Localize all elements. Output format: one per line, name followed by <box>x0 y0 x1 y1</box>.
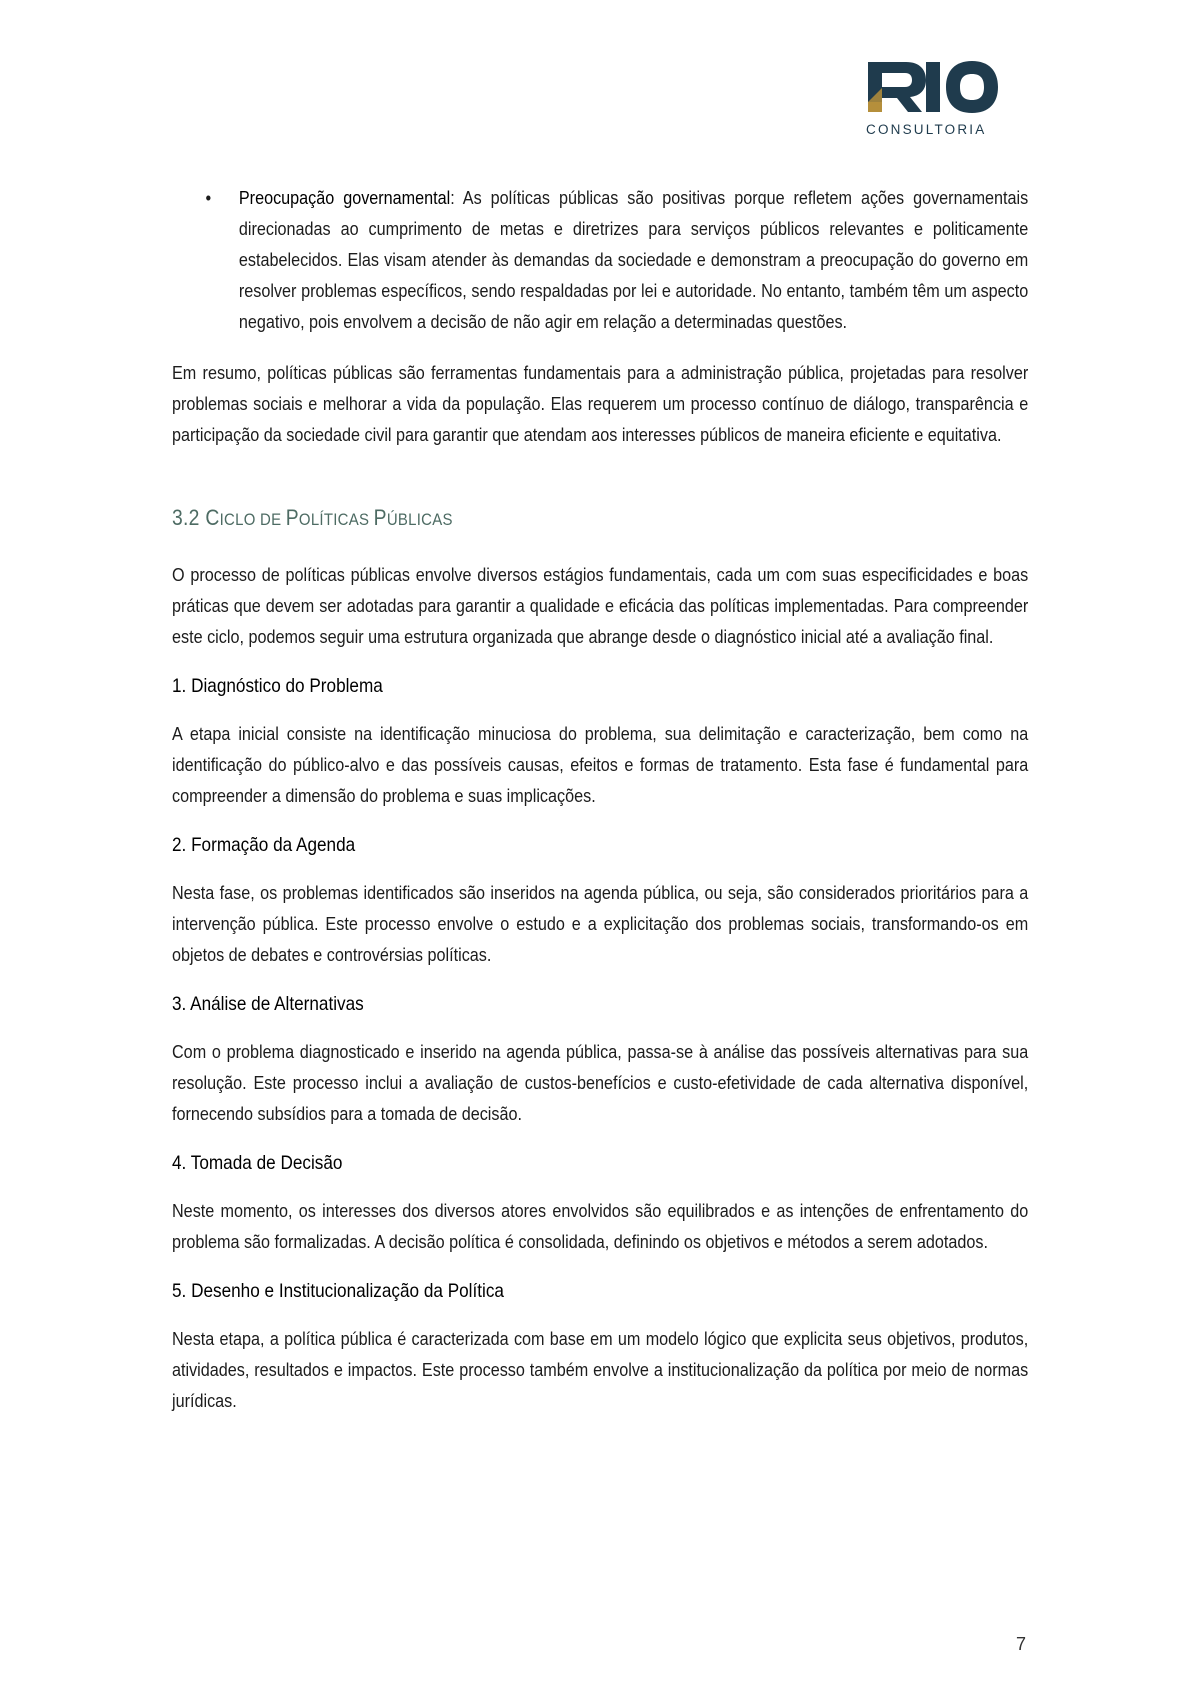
step-title: 1. Diagnóstico do Problema <box>172 675 383 697</box>
step-text: Nesta fase, os problemas identificados são inseridos na agenda pública, ou seja, são considerados prioritários para a intervenção pública. Este processo envolve o estudo e a explicitação dos problemas sociais, transformando-os em objetos de debates e controvérsias políticas. <box>172 882 1029 965</box>
bullet-item <box>172 182 1028 337</box>
step-text: A etapa inicial consiste na identificação minuciosa do problema, sua delimitação e caracterização, bem como na identificação do público-alvo e das possíveis causas, efeitos e formas de tratamento. Esta fase é fundamental para compreender a dimensão do problema e suas implicações. <box>172 723 1029 806</box>
logo-subtitle: CONSULTORIA <box>866 122 987 137</box>
summary-paragraph: Em resumo, políticas públicas são ferramentas fundamentais para a administração pública, projetadas para resolver problemas sociais e melhorar a vida da população. Elas requerem um processo contínuo de diálogo, transparência e participação da sociedade civil para garantir que atendam aos interesses públicos de maneira eficiente e equitativa. <box>172 362 1029 445</box>
page-number: 7 <box>1016 1634 1027 1654</box>
step-title: 5. Desenho e Institucionalização da Política <box>172 1280 504 1302</box>
r10-consultoria-logo <box>862 58 1012 148</box>
bullet-text: : As políticas públicas são positivas porque refletem ações governamentais direcionadas ao cumprimento de metas e diretrizes para serviços públicos relevantes e politicamente estabelecidos. Elas visam atender às demandas da sociedade e demonstram a preocupação do governo em resolver problemas específicos, sendo respaldadas por lei e autoridade. No entanto, também têm um aspecto negativo, pois envolvem a decisão de não agir em relação a determinadas questões. <box>238 187 1029 332</box>
logo-mark-icon <box>862 58 1012 148</box>
bullet-term: Preocupação governamental <box>238 187 451 208</box>
bullet-dot-icon: • <box>205 187 212 208</box>
step-text: Neste momento, os interesses dos diversos atores envolvidos são equilibrados e as intenções de enfrentamento do problema são formalizadas. A decisão política é consolidada, definindo os objetivos e métodos a serem adotados. <box>172 1200 1029 1252</box>
step-title: 2. Formação da Agenda <box>172 834 356 856</box>
step-text: Com o problema diagnosticado e inserido na agenda pública, passa-se à análise das possíveis alternativas para sua resolução. Este processo inclui a avaliação de custos-benefícios e custo-efetividade de cada alternativa disponível, fornecendo subsídios para a tomada de decisão. <box>172 1041 1029 1124</box>
step-title: 4. Tomada de Decisão <box>172 1152 343 1174</box>
section-heading: 3.2 CICLO DE POLÍTICAS PÚBLICAS <box>172 505 453 530</box>
step-text: Nesta etapa, a política pública é caracterizada com base em um modelo lógico que explicita seus objetivos, produtos, atividades, resultados e impactos. Este processo também envolve a institucionalização da política por meio de normas jurídicas. <box>172 1328 1029 1411</box>
step-title: 3. Análise de Alternativas <box>172 993 364 1015</box>
document-body <box>172 182 1029 1416</box>
intro-paragraph: O processo de políticas públicas envolve diversos estágios fundamentais, cada um com suas especificidades e boas práticas que devem ser adotadas para garantir a qualidade e eficácia das políticas implementadas. Para compreender este ciclo, podemos seguir uma estrutura organizada que abrange desde o diagnóstico inicial até a avaliação final. <box>172 564 1029 647</box>
